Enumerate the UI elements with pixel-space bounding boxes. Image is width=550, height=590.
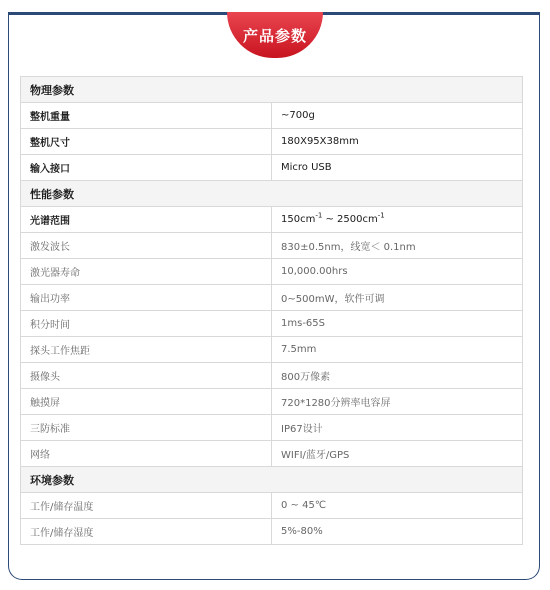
table-row — [21, 103, 523, 129]
row-value: 1ms-65S — [272, 311, 523, 337]
row-value: WIFI/蓝牙/GPS — [272, 441, 523, 467]
table-row — [21, 207, 523, 233]
row-value: 5%-80% — [272, 519, 523, 545]
section-title: 环境参数 — [21, 467, 523, 493]
row-value: IP67设计 — [272, 415, 523, 441]
table-row — [21, 155, 523, 181]
row-value: 10,000.00hrs — [272, 259, 523, 285]
row-label: 三防标准 — [21, 415, 272, 441]
row-label: 输入接口 — [21, 155, 272, 181]
section-title: 物理参数 — [21, 77, 523, 103]
row-label: 整机尺寸 — [21, 129, 272, 155]
row-label: 工作/储存温度 — [21, 493, 272, 519]
table-row — [21, 493, 523, 519]
row-value: 800万像素 — [272, 363, 523, 389]
range-end: ~ 2500cm — [322, 214, 378, 225]
row-value: 0 ~ 45℃ — [272, 493, 523, 519]
table-row — [21, 337, 523, 363]
row-value: 720*1280分辨率电容屏 — [272, 389, 523, 415]
table-row — [21, 311, 523, 337]
row-value: Micro USB — [272, 155, 523, 181]
table-row — [21, 259, 523, 285]
range-start: 150cm — [281, 214, 316, 225]
table-row — [21, 285, 523, 311]
row-value-spectral-range — [272, 207, 523, 233]
spec-table — [20, 76, 523, 545]
row-label: 输出功率 — [21, 285, 272, 311]
table-row — [21, 519, 523, 545]
row-label: 网络 — [21, 441, 272, 467]
table-row — [21, 389, 523, 415]
table-row — [21, 415, 523, 441]
row-value: 0~500mW，软件可调 — [272, 285, 523, 311]
section-header-environment — [21, 467, 523, 493]
section-title: 性能参数 — [21, 181, 523, 207]
row-value: 830±0.5nm，线宽＜ 0.1nm — [272, 233, 523, 259]
table-row — [21, 363, 523, 389]
row-label: 触摸屏 — [21, 389, 272, 415]
table-row — [21, 129, 523, 155]
row-label: 激发波长 — [21, 233, 272, 259]
row-value: 7.5mm — [272, 337, 523, 363]
page-title: 产品参数 — [242, 26, 307, 45]
row-value: 180X95X38mm — [272, 129, 523, 155]
section-header-performance — [21, 181, 523, 207]
row-label: 探头工作焦距 — [21, 337, 272, 363]
row-label: 工作/储存湿度 — [21, 519, 272, 545]
range-end-exponent: -1 — [377, 211, 385, 220]
row-label: 光谱范围 — [21, 207, 272, 233]
row-label: 整机重量 — [21, 103, 272, 129]
row-label: 摄像头 — [21, 363, 272, 389]
table-row — [21, 233, 523, 259]
row-label: 积分时间 — [21, 311, 272, 337]
row-value: ~700g — [272, 103, 523, 129]
range-start-exponent: -1 — [315, 211, 323, 220]
row-label: 激光器寿命 — [21, 259, 272, 285]
section-header-physical — [21, 77, 523, 103]
table-row — [21, 441, 523, 467]
